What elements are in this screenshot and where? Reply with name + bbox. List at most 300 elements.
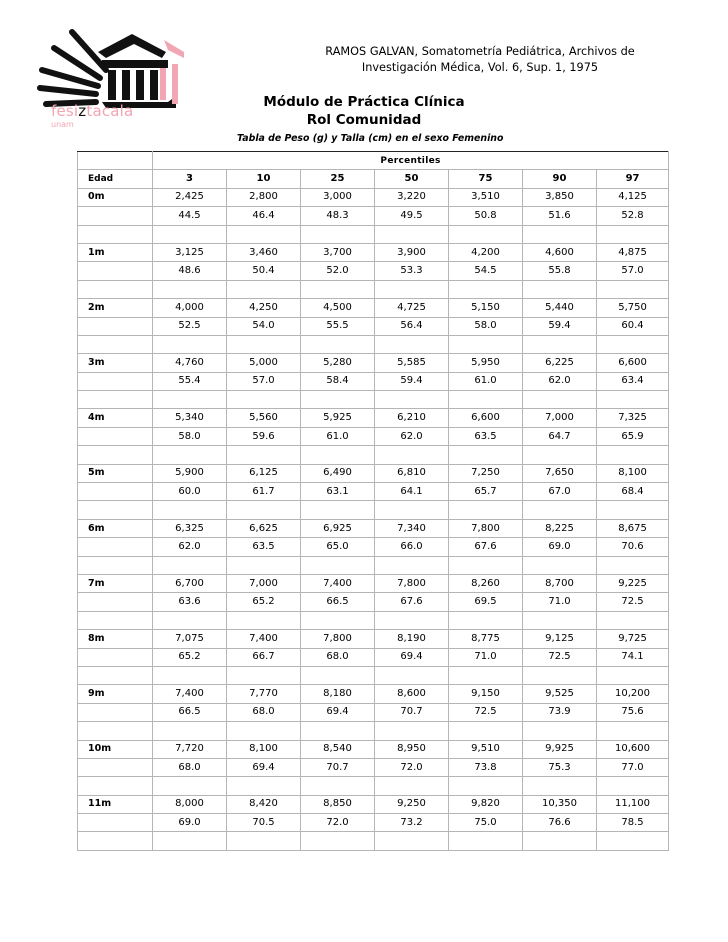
group-header-row (78, 152, 669, 170)
weight-cell: 6,490 (301, 464, 375, 482)
empty-cell (227, 832, 301, 850)
logo-subtitle: unam (51, 120, 74, 129)
empty-cell (301, 832, 375, 850)
age-cell: 7m (78, 574, 153, 592)
height-cell: 67.6 (449, 538, 523, 556)
empty-cell (375, 777, 449, 795)
weight-cell: 6,700 (153, 574, 227, 592)
table-row-weight (78, 740, 669, 758)
table-row-height (78, 538, 669, 556)
table-caption: Tabla de Peso (g) y Talla (cm) en el sexo Femenino (237, 133, 504, 144)
height-cell: 75.0 (449, 814, 523, 832)
height-cell: 62.0 (375, 427, 449, 445)
table-row-weight (78, 464, 669, 482)
empty-cell (227, 556, 301, 574)
height-cell: 72.0 (301, 814, 375, 832)
empty-cell (597, 666, 669, 684)
height-cell: 44.5 (153, 207, 227, 225)
empty-cell (449, 611, 523, 629)
empty-cell (375, 225, 449, 243)
empty-cell (78, 832, 153, 850)
table-row-weight (78, 188, 669, 206)
weight-cell: 5,750 (597, 299, 669, 317)
table-row-weight (78, 519, 669, 537)
height-cell: 69.0 (153, 814, 227, 832)
age-cell: 5m (78, 464, 153, 482)
empty-cell (227, 722, 301, 740)
weight-cell: 7,800 (449, 519, 523, 537)
height-cell: 71.0 (449, 648, 523, 666)
weight-cell: 6,325 (153, 519, 227, 537)
empty-cell (449, 666, 523, 684)
empty-cell (449, 556, 523, 574)
empty-cell (153, 225, 227, 243)
table-row-weight (78, 795, 669, 813)
weight-cell: 5,900 (153, 464, 227, 482)
height-cell: 68.4 (597, 483, 669, 501)
empty-cell (227, 225, 301, 243)
table-row-height (78, 648, 669, 666)
height-cell: 70.7 (375, 703, 449, 721)
weight-cell: 8,850 (301, 795, 375, 813)
weight-cell: 7,000 (227, 574, 301, 592)
empty-cell (523, 501, 597, 519)
table-row-spacer (78, 501, 669, 519)
age-cell: 1m (78, 243, 153, 261)
weight-cell: 9,725 (597, 630, 669, 648)
weight-cell: 9,925 (523, 740, 597, 758)
weight-cell: 8,675 (597, 519, 669, 537)
empty-cell (301, 391, 375, 409)
table-row-height (78, 593, 669, 611)
weight-cell: 8,225 (523, 519, 597, 537)
empty-cell (449, 391, 523, 409)
height-cell: 66.5 (301, 593, 375, 611)
weight-cell: 7,800 (375, 574, 449, 592)
weight-cell: 7,000 (523, 409, 597, 427)
empty-cell (153, 501, 227, 519)
age-cell: 8m (78, 630, 153, 648)
height-cell: 61.0 (449, 372, 523, 390)
empty-cell (301, 722, 375, 740)
weight-cell: 7,325 (597, 409, 669, 427)
weight-cell: 4,200 (449, 243, 523, 261)
empty-cell (78, 446, 153, 464)
height-cell: 48.3 (301, 207, 375, 225)
height-cell: 69.4 (301, 703, 375, 721)
empty-cell (78, 391, 153, 409)
age-cell: 0m (78, 188, 153, 206)
empty-cell (449, 225, 523, 243)
weight-cell: 3,900 (375, 243, 449, 261)
weight-cell: 3,850 (523, 188, 597, 206)
weight-cell: 7,770 (227, 685, 301, 703)
empty-cell (449, 832, 523, 850)
weight-cell: 6,810 (375, 464, 449, 482)
height-cell: 70.5 (227, 814, 301, 832)
weight-cell: 8,100 (597, 464, 669, 482)
empty-cell (78, 556, 153, 574)
empty-cell (153, 391, 227, 409)
height-cell: 63.5 (227, 538, 301, 556)
weight-cell: 6,600 (597, 354, 669, 372)
empty-cell (375, 611, 449, 629)
table-row-height (78, 427, 669, 445)
height-cell: 48.6 (153, 262, 227, 280)
weight-cell: 4,125 (597, 188, 669, 206)
height-cell: 51.6 (523, 207, 597, 225)
height-cell: 69.4 (227, 758, 301, 776)
empty-cell (78, 611, 153, 629)
empty-cell (597, 391, 669, 409)
weight-cell: 10,350 (523, 795, 597, 813)
weight-cell: 3,700 (301, 243, 375, 261)
height-cell: 61.0 (301, 427, 375, 445)
weight-cell: 5,340 (153, 409, 227, 427)
weight-cell: 8,100 (227, 740, 301, 758)
empty-cell (597, 722, 669, 740)
weight-cell: 4,250 (227, 299, 301, 317)
empty-cell (449, 280, 523, 298)
citation-line-2: Investigación Médica, Vol. 6, Sup. 1, 1975 (361, 61, 599, 74)
weight-cell: 4,760 (153, 354, 227, 372)
weight-cell: 7,800 (301, 630, 375, 648)
height-cell: 72.5 (449, 703, 523, 721)
table-row-spacer (78, 446, 669, 464)
height-cell: 73.8 (449, 758, 523, 776)
empty-cell (301, 280, 375, 298)
weight-cell: 7,400 (301, 574, 375, 592)
weight-cell: 4,725 (375, 299, 449, 317)
height-cell: 54.5 (449, 262, 523, 280)
age-blank-cell (78, 593, 153, 611)
age-blank-cell (78, 814, 153, 832)
height-cell: 61.7 (227, 483, 301, 501)
empty-cell (375, 391, 449, 409)
weight-cell: 3,510 (449, 188, 523, 206)
weight-cell: 4,600 (523, 243, 597, 261)
weight-cell: 2,425 (153, 188, 227, 206)
weight-cell: 5,925 (301, 409, 375, 427)
weight-cell: 3,125 (153, 243, 227, 261)
age-blank-cell (78, 648, 153, 666)
percentile-header-50: 50 (375, 170, 449, 188)
height-cell: 64.1 (375, 483, 449, 501)
table-row-height (78, 703, 669, 721)
height-cell: 72.5 (523, 648, 597, 666)
weight-cell: 8,000 (153, 795, 227, 813)
weight-cell: 11,100 (597, 795, 669, 813)
age-blank-cell (78, 207, 153, 225)
empty-cell (523, 722, 597, 740)
empty-cell (449, 446, 523, 464)
table-row-weight (78, 299, 669, 317)
weight-cell: 6,625 (227, 519, 301, 537)
height-cell: 69.5 (449, 593, 523, 611)
empty-cell (301, 335, 375, 353)
percentile-header-25: 25 (301, 170, 375, 188)
height-cell: 77.0 (597, 758, 669, 776)
empty-cell (597, 832, 669, 850)
table-row-height (78, 207, 669, 225)
age-header: Edad (78, 170, 153, 188)
height-cell: 58.4 (301, 372, 375, 390)
weight-cell: 7,075 (153, 630, 227, 648)
height-cell: 55.8 (523, 262, 597, 280)
height-cell: 74.1 (597, 648, 669, 666)
weight-cell: 2,800 (227, 188, 301, 206)
header-blank-cell (78, 152, 153, 170)
height-cell: 75.3 (523, 758, 597, 776)
table-row-spacer (78, 832, 669, 850)
height-cell: 52.5 (153, 317, 227, 335)
height-cell: 58.0 (153, 427, 227, 445)
height-cell: 67.0 (523, 483, 597, 501)
percentile-header-10: 10 (227, 170, 301, 188)
empty-cell (153, 556, 227, 574)
weight-cell: 9,820 (449, 795, 523, 813)
empty-cell (597, 446, 669, 464)
table-row-weight (78, 630, 669, 648)
empty-cell (301, 611, 375, 629)
age-cell: 6m (78, 519, 153, 537)
weight-cell: 9,150 (449, 685, 523, 703)
empty-cell (153, 446, 227, 464)
percentile-header-90: 90 (523, 170, 597, 188)
empty-cell (523, 832, 597, 850)
weight-cell: 8,950 (375, 740, 449, 758)
empty-cell (523, 556, 597, 574)
weight-cell: 8,540 (301, 740, 375, 758)
weight-cell: 8,260 (449, 574, 523, 592)
empty-cell (227, 335, 301, 353)
weight-cell: 9,125 (523, 630, 597, 648)
height-cell: 72.5 (597, 593, 669, 611)
empty-cell (449, 501, 523, 519)
empty-cell (375, 280, 449, 298)
weight-cell: 7,400 (153, 685, 227, 703)
height-cell: 65.2 (227, 593, 301, 611)
empty-cell (523, 225, 597, 243)
height-cell: 66.5 (153, 703, 227, 721)
height-cell: 70.6 (597, 538, 669, 556)
height-cell: 69.4 (375, 648, 449, 666)
empty-cell (301, 446, 375, 464)
weight-cell: 8,180 (301, 685, 375, 703)
weight-cell: 5,000 (227, 354, 301, 372)
empty-cell (597, 225, 669, 243)
table-row-spacer (78, 611, 669, 629)
age-blank-cell (78, 427, 153, 445)
weight-cell: 10,600 (597, 740, 669, 758)
table-row-spacer (78, 722, 669, 740)
height-cell: 73.9 (523, 703, 597, 721)
empty-cell (153, 335, 227, 353)
empty-cell (375, 722, 449, 740)
height-cell: 50.4 (227, 262, 301, 280)
weight-cell: 4,500 (301, 299, 375, 317)
height-cell: 65.0 (301, 538, 375, 556)
weight-cell: 8,420 (227, 795, 301, 813)
height-cell: 54.0 (227, 317, 301, 335)
height-cell: 59.4 (375, 372, 449, 390)
empty-cell (375, 446, 449, 464)
weight-cell: 8,700 (523, 574, 597, 592)
height-cell: 68.0 (153, 758, 227, 776)
empty-cell (78, 225, 153, 243)
empty-cell (153, 832, 227, 850)
weight-cell: 6,600 (449, 409, 523, 427)
height-cell: 59.6 (227, 427, 301, 445)
height-cell: 63.1 (301, 483, 375, 501)
weight-cell: 5,150 (449, 299, 523, 317)
weight-cell: 6,125 (227, 464, 301, 482)
height-cell: 53.3 (375, 262, 449, 280)
weight-cell: 8,190 (375, 630, 449, 648)
height-cell: 76.6 (523, 814, 597, 832)
table-row-weight (78, 243, 669, 261)
height-cell: 75.6 (597, 703, 669, 721)
table-row-spacer (78, 280, 669, 298)
height-cell: 55.4 (153, 372, 227, 390)
height-cell: 78.5 (597, 814, 669, 832)
height-cell: 64.7 (523, 427, 597, 445)
height-cell: 56.4 (375, 317, 449, 335)
weight-cell: 5,585 (375, 354, 449, 372)
height-cell: 63.4 (597, 372, 669, 390)
empty-cell (301, 777, 375, 795)
table-row-height (78, 372, 669, 390)
empty-cell (227, 501, 301, 519)
empty-cell (523, 666, 597, 684)
empty-cell (375, 501, 449, 519)
age-blank-cell (78, 758, 153, 776)
weight-cell: 5,560 (227, 409, 301, 427)
percentile-header-97: 97 (597, 170, 669, 188)
weight-cell: 8,775 (449, 630, 523, 648)
height-cell: 70.7 (301, 758, 375, 776)
empty-cell (597, 556, 669, 574)
empty-cell (523, 611, 597, 629)
citation (300, 44, 660, 76)
empty-cell (449, 335, 523, 353)
empty-cell (597, 611, 669, 629)
empty-cell (78, 666, 153, 684)
height-cell: 65.2 (153, 648, 227, 666)
weight-cell: 5,950 (449, 354, 523, 372)
empty-cell (78, 501, 153, 519)
table-row-spacer (78, 335, 669, 353)
height-cell: 72.0 (375, 758, 449, 776)
percentile-header-3: 3 (153, 170, 227, 188)
table-row-spacer (78, 225, 669, 243)
table-row-height (78, 758, 669, 776)
document-title: Módulo de Práctica Clínica (263, 94, 465, 110)
height-cell: 68.0 (301, 648, 375, 666)
weight-cell: 7,250 (449, 464, 523, 482)
height-cell: 68.0 (227, 703, 301, 721)
height-cell: 50.8 (449, 207, 523, 225)
weight-cell: 6,925 (301, 519, 375, 537)
weight-cell: 9,510 (449, 740, 523, 758)
table-row-spacer (78, 666, 669, 684)
citation-line-1: RAMOS GALVAN, Somatometría Pediátrica, Archivos de (325, 45, 635, 58)
empty-cell (597, 501, 669, 519)
height-cell: 71.0 (523, 593, 597, 611)
weight-cell: 8,600 (375, 685, 449, 703)
age-cell: 11m (78, 795, 153, 813)
height-cell: 62.0 (523, 372, 597, 390)
empty-cell (597, 335, 669, 353)
weight-cell: 9,250 (375, 795, 449, 813)
empty-cell (375, 556, 449, 574)
height-cell: 57.0 (597, 262, 669, 280)
table-row-spacer (78, 777, 669, 795)
table-row-height (78, 262, 669, 280)
weight-cell: 7,340 (375, 519, 449, 537)
age-blank-cell (78, 262, 153, 280)
height-cell: 69.0 (523, 538, 597, 556)
empty-cell (78, 280, 153, 298)
empty-cell (449, 722, 523, 740)
weight-cell: 7,400 (227, 630, 301, 648)
empty-cell (301, 556, 375, 574)
empty-cell (523, 446, 597, 464)
weight-cell: 9,225 (597, 574, 669, 592)
height-cell: 65.7 (449, 483, 523, 501)
empty-cell (227, 391, 301, 409)
height-cell: 59.4 (523, 317, 597, 335)
age-blank-cell (78, 372, 153, 390)
empty-cell (227, 280, 301, 298)
empty-cell (227, 611, 301, 629)
table-row-weight (78, 354, 669, 372)
percentile-header-75: 75 (449, 170, 523, 188)
height-cell: 55.5 (301, 317, 375, 335)
weight-cell: 7,720 (153, 740, 227, 758)
logo-wordmark: fesiztacala (51, 102, 134, 120)
empty-cell (597, 777, 669, 795)
empty-cell (153, 666, 227, 684)
height-cell: 57.0 (227, 372, 301, 390)
weight-cell: 7,650 (523, 464, 597, 482)
weight-cell: 6,210 (375, 409, 449, 427)
weight-cell: 10,200 (597, 685, 669, 703)
empty-cell (523, 777, 597, 795)
height-cell: 63.6 (153, 593, 227, 611)
height-cell: 58.0 (449, 317, 523, 335)
empty-cell (153, 611, 227, 629)
weight-cell: 3,220 (375, 188, 449, 206)
empty-cell (523, 280, 597, 298)
empty-cell (301, 225, 375, 243)
empty-cell (523, 335, 597, 353)
height-cell: 49.5 (375, 207, 449, 225)
empty-cell (597, 280, 669, 298)
age-blank-cell (78, 538, 153, 556)
height-cell: 52.0 (301, 262, 375, 280)
table-row-height (78, 317, 669, 335)
height-cell: 66.7 (227, 648, 301, 666)
growth-table-body (78, 152, 669, 851)
height-cell: 67.6 (375, 593, 449, 611)
table-row-spacer (78, 556, 669, 574)
height-cell: 73.2 (375, 814, 449, 832)
weight-cell: 4,875 (597, 243, 669, 261)
age-cell: 4m (78, 409, 153, 427)
document-subtitle: Rol Comunidad (306, 112, 422, 128)
weight-cell: 5,440 (523, 299, 597, 317)
